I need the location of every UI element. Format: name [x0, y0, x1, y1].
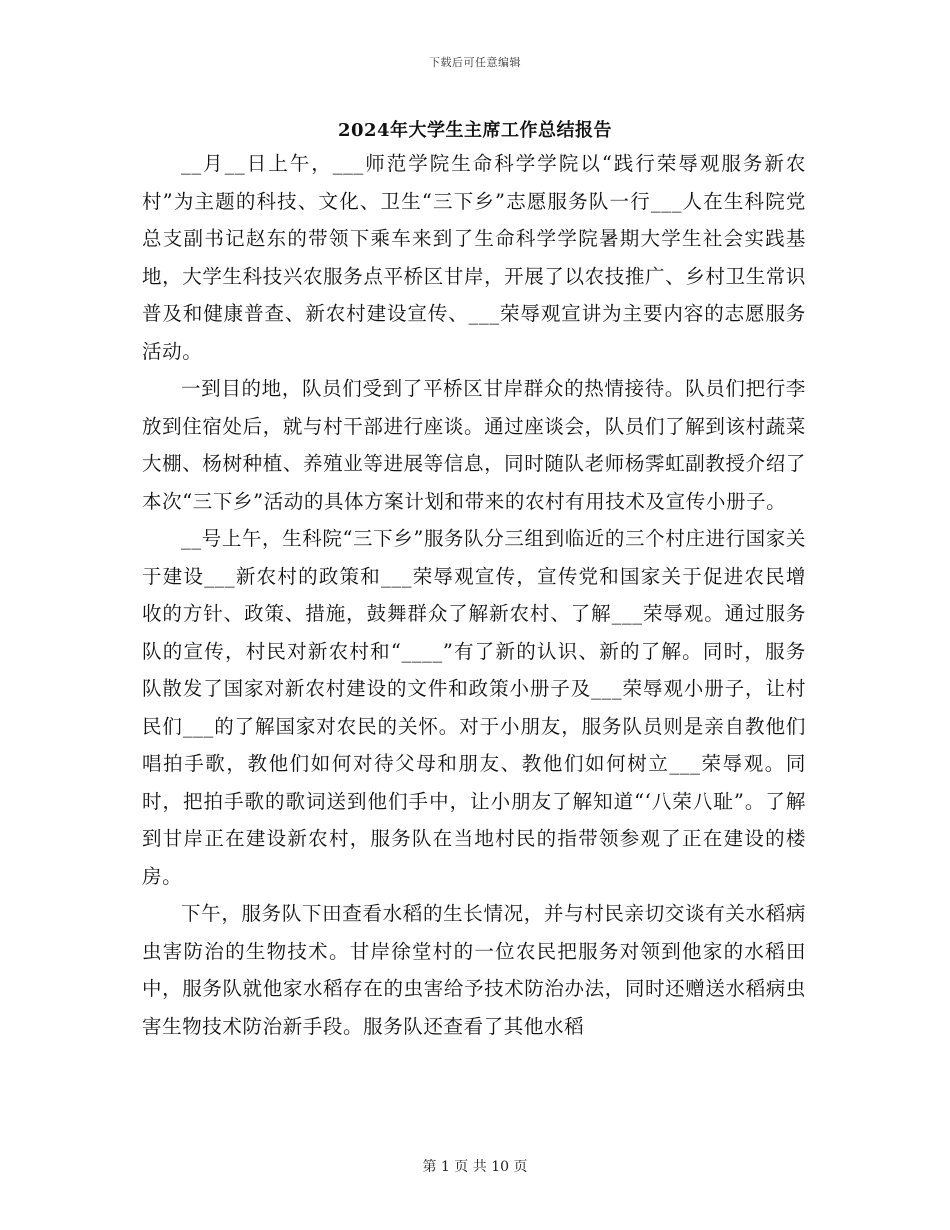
paragraph: 一到目的地，队员们受到了平桥区甘岸群众的热情接待。队员们把行李放到住宿处后，就与村干部进行座谈。通过座谈会，队员们了解到该村蔬菜大棚、杨树种植、养殖业等进展等信息，同时随队老师杨霁虹副教授介绍了本次“三下乡”活动的具体方案计划和带来的农村有用技术及宣传小册子。: [142, 377, 806, 513]
paragraph: 下午，服务队下田查看水稻的生长情况，并与村民亲切交谈有关水稻病虫害防治的生物技术。甘岸徐堂村的一位农民把服务对领到他家的水稻田中，服务队就他家水稻存在的虫害给予技术防治办法，同时还赠送水稻病虫害生物技术防治新手段。服务队还查看了其他水稻: [142, 902, 806, 1038]
document-title: 2024年大学生主席工作总结报告: [337, 120, 613, 141]
paragraph: __号上午，生科院“三下乡”服务队分三组到临近的三个村庄进行国家关于建设___新农村的政策和___荣辱观宣传，宣传党和国家关于促进农民增收的方针、政策、措施，鼓舞群众了解新农村、了解___荣辱观。通过服务队的宣传，村民对新农村和“____”有了新的认识、新的了解。同时，服务队散发了国家对新农村建设的文件和政策小册子及___荣辱观小册子，让村民们___的了解国家对农民的关怀。对于小朋友，服务队员则是亲自教他们唱拍手歌，教他们如何对待父母和朋友、教他们如何树立___荣辱观。同时，把拍手歌的歌词送到他们手中，让小朋友了解知道“‘八荣八耻”。了解到甘岸正在建设新农村，服务队在当地村民的指带领参观了正在建设的楼房。: [142, 527, 806, 888]
page-number: 第 1 页 共 10 页: [422, 1159, 528, 1175]
header-note: 下载后可任意编辑: [429, 56, 521, 69]
paragraph: __月__日上午，___师范学院生命科学学院以“践行荣辱观服务新农村”为主题的科技、文化、卫生“三下乡”志愿服务队一行___人在生科院党总支副书记赵东的带领下乘车来到了生命科学学院暑期大学生社会实践基地，大学生科技兴农服务点平桥区甘岸，开展了以农技推广、乡村卫生常识普及和健康普查、新农村建设宣传、___荣辱观宣讲为主要内容的志愿服务活动。: [142, 152, 806, 363]
document-body: [142, 145, 806, 1045]
